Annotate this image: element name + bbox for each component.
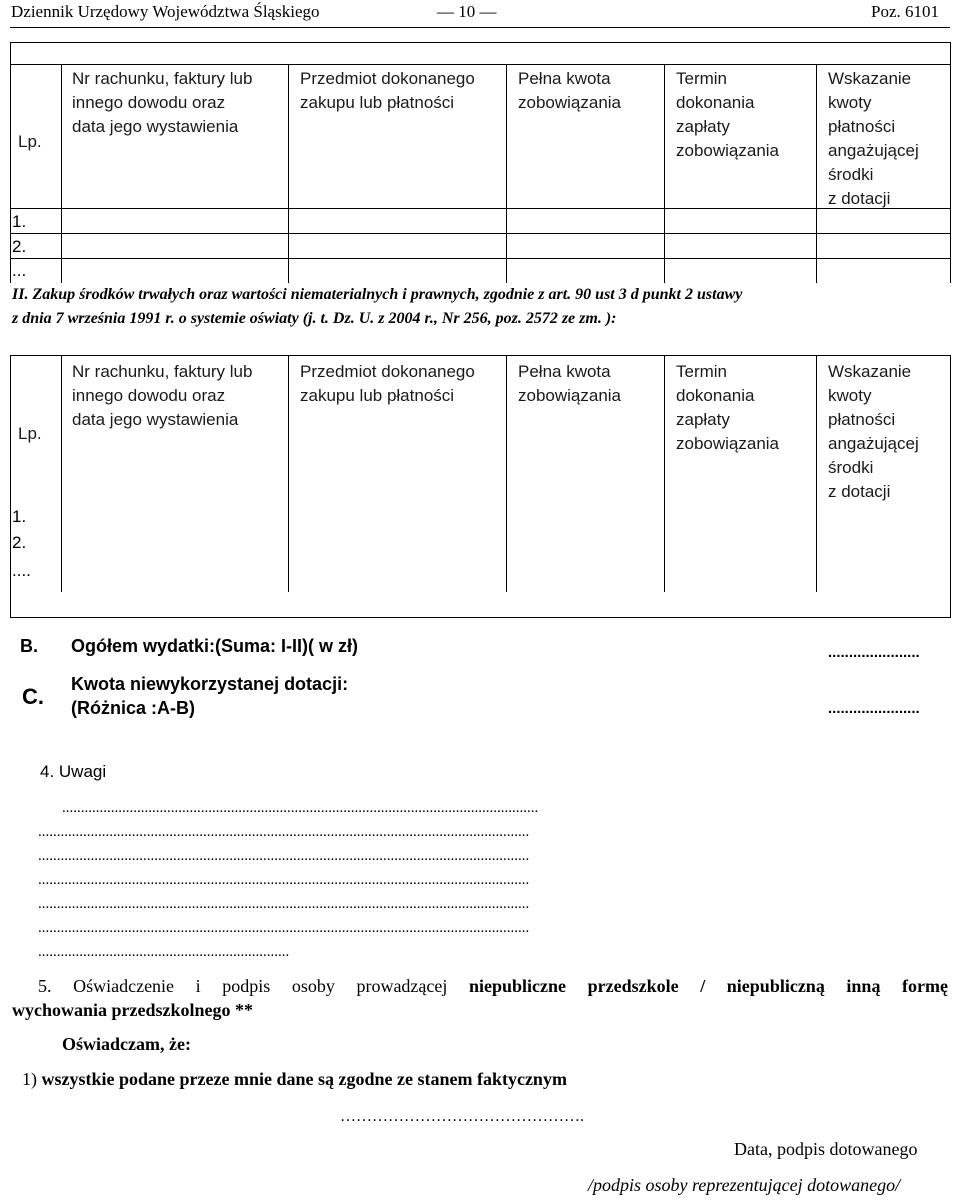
col-subject-header: Przedmiot dokonanego zakupu lub płatności: [300, 69, 475, 112]
remarks-line: ...............................................................................................................................: [62, 800, 539, 816]
remarks-title: 4. Uwagi: [40, 762, 107, 781]
summary-b-label: Ogółem wydatki:(Suma: I-II)( w zł): [71, 636, 359, 656]
remarks-line: ...................................................................................................................................: [38, 824, 530, 840]
table-row: 1.: [12, 212, 27, 231]
remarks-line: ...................................................................................................................................: [38, 848, 530, 864]
col-subsidy-header: Wskazanie kwoty płatności angażującej środki z dotacji: [828, 69, 919, 208]
table-row: 2.: [12, 237, 27, 256]
remarks-line: ...................................................................................................................................: [38, 872, 530, 888]
statement-title: 5. Oświadczenie i podpis osoby prowadzącej niepubliczne przedszkole / niepubliczną inną formę: [38, 976, 949, 996]
remarks-line: ...................................................................................................................................: [38, 920, 530, 936]
col-lp-header: Lp.: [18, 132, 42, 151]
table-row: ....: [12, 561, 31, 580]
table-row: 2.: [12, 533, 27, 552]
section-2-heading: II. Zakup środków trwałych oraz wartości niematerialnych i prawnych, zgodnie z art. 90 ust 3 d punkt 2 ustawy z dnia 7 września 1991 r. o systemie oświaty (j. t. Dz. U. z 2004 r., Nr 256, poz. 2572 ze zm. ):: [12, 286, 743, 327]
declaration-heading: Oświadczam, że:: [62, 1034, 191, 1054]
journal-title: Dziennik Urzędowy Województwa Śląskiego: [11, 2, 320, 21]
remarks-line: ...................................................................................................................................: [38, 896, 530, 912]
table-row: ...: [12, 261, 27, 280]
col-amount-header: Pełna kwota zobowiązania: [518, 69, 622, 112]
summary-b-value: ......................: [828, 644, 920, 661]
col-lp-header: Lp.: [18, 424, 42, 443]
statement-title-cont: wychowania przedszkolnego **: [12, 1000, 254, 1020]
col-subject-header: Przedmiot dokonanego zakupu lub płatności: [300, 362, 475, 405]
table-row: 1.: [12, 507, 27, 526]
summary-c-label: Kwota niewykorzystanej dotacji: (Różnica :A-B): [71, 674, 349, 718]
col-term-header: Termin dokonania zapłaty zobowiązania: [676, 69, 780, 160]
declaration-point-1: 1) wszystkie podane przeze mnie dane są zgodne ze stanem faktycznym: [22, 1069, 567, 1089]
header-rule: [10, 27, 950, 28]
signature-dots: ……………………………………….: [340, 1108, 584, 1125]
col-invoice-header: Nr rachunku, faktury lub innego dowodu oraz data jego wystawienia: [72, 362, 253, 429]
summary-c-value: ......................: [828, 700, 920, 717]
summary-c-letter: C.: [22, 684, 44, 709]
signature-label: Data, podpis dotowanego: [734, 1139, 918, 1159]
col-invoice-header: Nr rachunku, faktury lub innego dowodu oraz data jego wystawienia: [72, 69, 253, 136]
col-subsidy-header: Wskazanie kwoty płatności angażującej środki z dotacji: [828, 362, 919, 501]
summary-b-letter: B.: [20, 636, 38, 656]
signature-sublabel: /podpis osoby reprezentującej dotowanego/: [588, 1175, 901, 1195]
remarks-line: ...................................................................: [38, 944, 290, 960]
col-term-header: Termin dokonania zapłaty zobowiązania: [676, 362, 780, 453]
col-amount-header: Pełna kwota zobowiązania: [518, 362, 622, 405]
page-number: — 10 —: [437, 2, 497, 21]
position-number: Poz. 6101: [871, 2, 939, 21]
